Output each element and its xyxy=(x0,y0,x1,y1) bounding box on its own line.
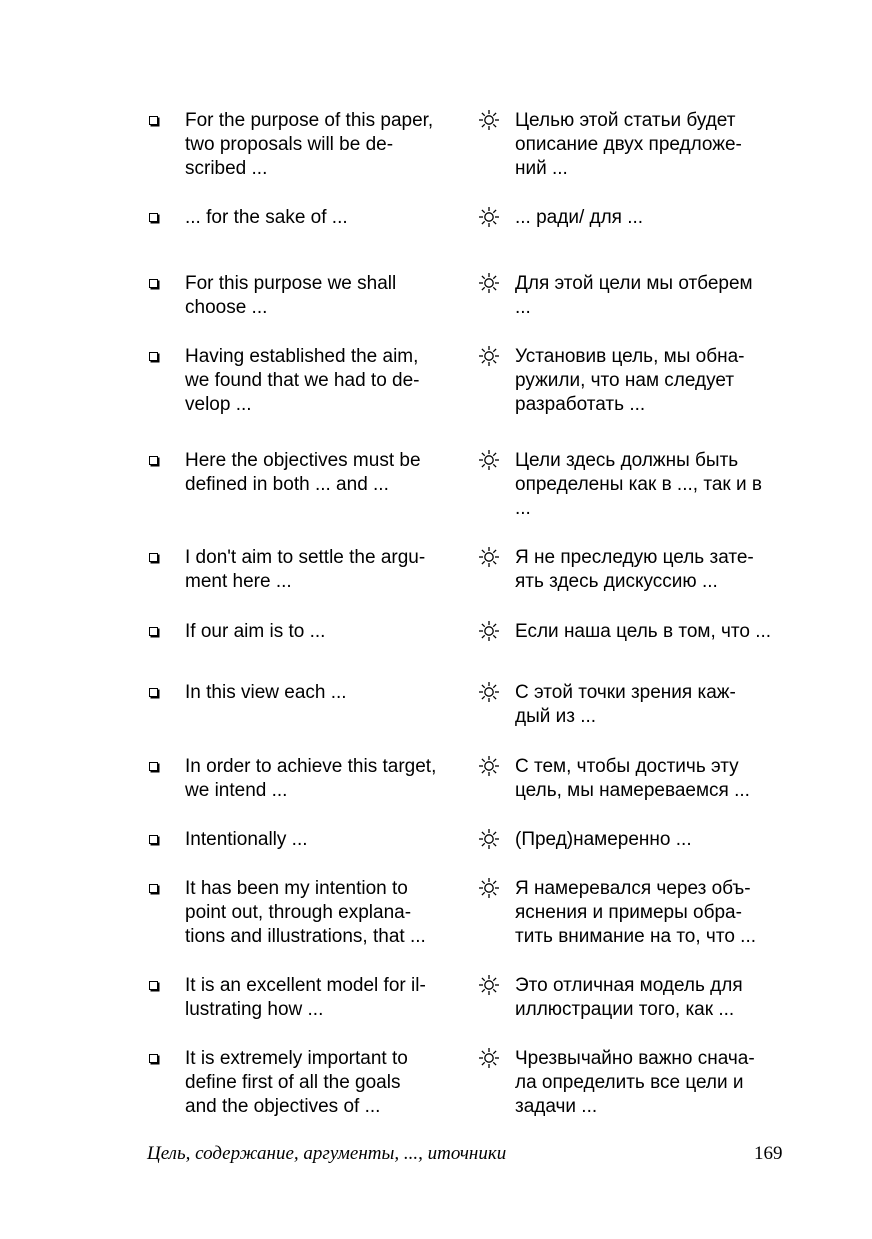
checkbox-bullet-icon xyxy=(149,279,158,288)
sun-bullet-icon xyxy=(478,877,500,899)
checkbox-bullet-icon xyxy=(149,884,158,893)
english-phrase: Intentionally ... xyxy=(185,829,308,850)
sun-bullet-icon xyxy=(478,206,500,228)
checkbox-bullet-icon xyxy=(149,688,158,697)
checkbox-bullet-icon xyxy=(149,627,158,636)
russian-phrase: Я не преследую цель зате- ять здесь дискуссию ... xyxy=(515,547,754,592)
english-phrase: I don't aim to settle the argu- ment here ... xyxy=(185,547,426,592)
english-phrase: If our aim is to ... xyxy=(185,621,326,642)
english-phrase: ... for the sake of ... xyxy=(185,207,348,228)
sun-bullet-icon xyxy=(478,546,500,568)
checkbox-bullet-icon xyxy=(149,553,158,562)
russian-phrase: ... ради/ для ... xyxy=(515,207,644,228)
russian-phrase: Целью этой статьи будет описание двух предложе- ний ... xyxy=(515,110,742,179)
sun-bullet-icon xyxy=(478,755,500,777)
russian-phrase: Для этой цели мы отберем ... xyxy=(515,273,753,318)
sun-bullet-icon xyxy=(478,272,500,294)
checkbox-bullet-icon xyxy=(149,835,158,844)
sun-bullet-icon xyxy=(478,449,500,471)
russian-phrase: С этой точки зрения каж- дый из ... xyxy=(515,682,736,727)
sun-bullet-icon xyxy=(478,620,500,642)
checkbox-bullet-icon xyxy=(149,352,158,361)
english-phrase: For the purpose of this paper, two proposals will be de- scribed ... xyxy=(185,110,434,179)
sun-bullet-icon xyxy=(478,974,500,996)
russian-phrase: Если наша цель в том, что ... xyxy=(515,621,772,642)
checkbox-bullet-icon xyxy=(149,116,158,125)
sun-bullet-icon xyxy=(478,828,500,850)
english-phrase: It is an excellent model for il- lustrating how ... xyxy=(185,975,426,1020)
english-phrase: In this view each ... xyxy=(185,682,347,703)
english-phrase: Here the objectives must be defined in both ... and ... xyxy=(185,450,421,495)
russian-phrase: С тем, чтобы достичь эту цель, мы намереваемся ... xyxy=(515,756,750,801)
footer-section-title: Цель, содержание, аргументы, ..., иточники xyxy=(147,1143,507,1164)
checkbox-bullet-icon xyxy=(149,762,158,771)
sun-bullet-icon xyxy=(478,681,500,703)
russian-phrase: (Пред)намеренно ... xyxy=(515,829,692,850)
russian-phrase: Цели здесь должны быть определены как в ..., так и в ... xyxy=(515,450,762,519)
checkbox-bullet-icon xyxy=(149,213,158,222)
checkbox-bullet-icon xyxy=(149,1054,158,1063)
page-number: 169 xyxy=(754,1143,783,1164)
russian-phrase: Это отличная модель для иллюстрации того, как ... xyxy=(515,975,743,1020)
russian-phrase: Я намеревался через объ- яснения и примеры обра- тить внимание на то, что ... xyxy=(515,878,756,947)
russian-phrase: Установив цель, мы обна- ружили, что нам следует разработать ... xyxy=(515,346,745,415)
english-phrase: In order to achieve this target, we intend ... xyxy=(185,756,437,801)
russian-phrase: Чрезвычайно важно снача- ла определить все цели и задачи ... xyxy=(515,1048,755,1117)
checkbox-bullet-icon xyxy=(149,981,158,990)
checkbox-bullet-icon xyxy=(149,456,158,465)
english-phrase: It has been my intention to point out, through explana- tions and illustrations, that ... xyxy=(185,878,426,947)
sun-bullet-icon xyxy=(478,345,500,367)
english-phrase: Having established the aim, we found that we had to de- velop ... xyxy=(185,346,420,415)
english-phrase: For this purpose we shall choose ... xyxy=(185,273,397,318)
sun-bullet-icon xyxy=(478,1047,500,1069)
sun-bullet-icon xyxy=(478,109,500,131)
english-phrase: It is extremely important to define first of all the goals and the objectives of ... xyxy=(185,1048,408,1117)
